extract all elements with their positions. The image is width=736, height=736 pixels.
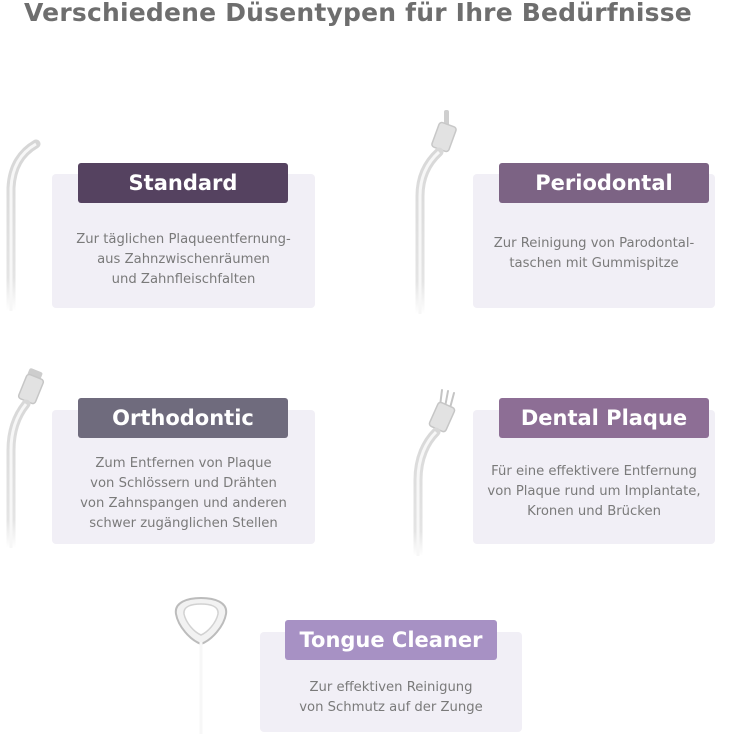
dental-plaque-nozzle-icon	[400, 384, 464, 560]
nozzle-description: Zum Entfernen von Plaque von Schlössern und Drähten von Zahnspangen und anderen schwer zugänglichen Stellen	[80, 456, 287, 531]
standard-nozzle-icon	[0, 136, 50, 316]
nozzle-description: Für eine effektivere Entfernung von Plaque rund um Implantate, Kronen und Brücken	[487, 464, 701, 519]
orthodontic-nozzle-icon	[0, 364, 54, 554]
nozzle-name-orthodontic: Orthodontic	[78, 398, 288, 438]
nozzle-name-standard: Standard	[78, 163, 288, 203]
periodontal-nozzle-icon	[404, 106, 464, 320]
nozzle-name-dental-plaque: Dental Plaque	[499, 398, 709, 438]
page-title: Verschiedene Düsentypen für Ihre Bedürfnisse	[24, 0, 692, 27]
nozzle-description: Zur Reinigung von Parodontal- taschen mit Gummispitze	[493, 236, 695, 271]
nozzle-name-periodontal: Periodontal	[499, 163, 709, 203]
tongue-cleaner-nozzle-icon	[168, 596, 234, 736]
nozzle-description: Zur effektiven Reinigung von Schmutz auf der Zunge	[299, 680, 483, 715]
nozzle-description: Zur täglichen Plaqueentfernung- aus Zahnzwischenräumen und Zahnfleischfalten	[76, 232, 291, 287]
nozzle-name-tongue-cleaner: Tongue Cleaner	[285, 620, 497, 660]
